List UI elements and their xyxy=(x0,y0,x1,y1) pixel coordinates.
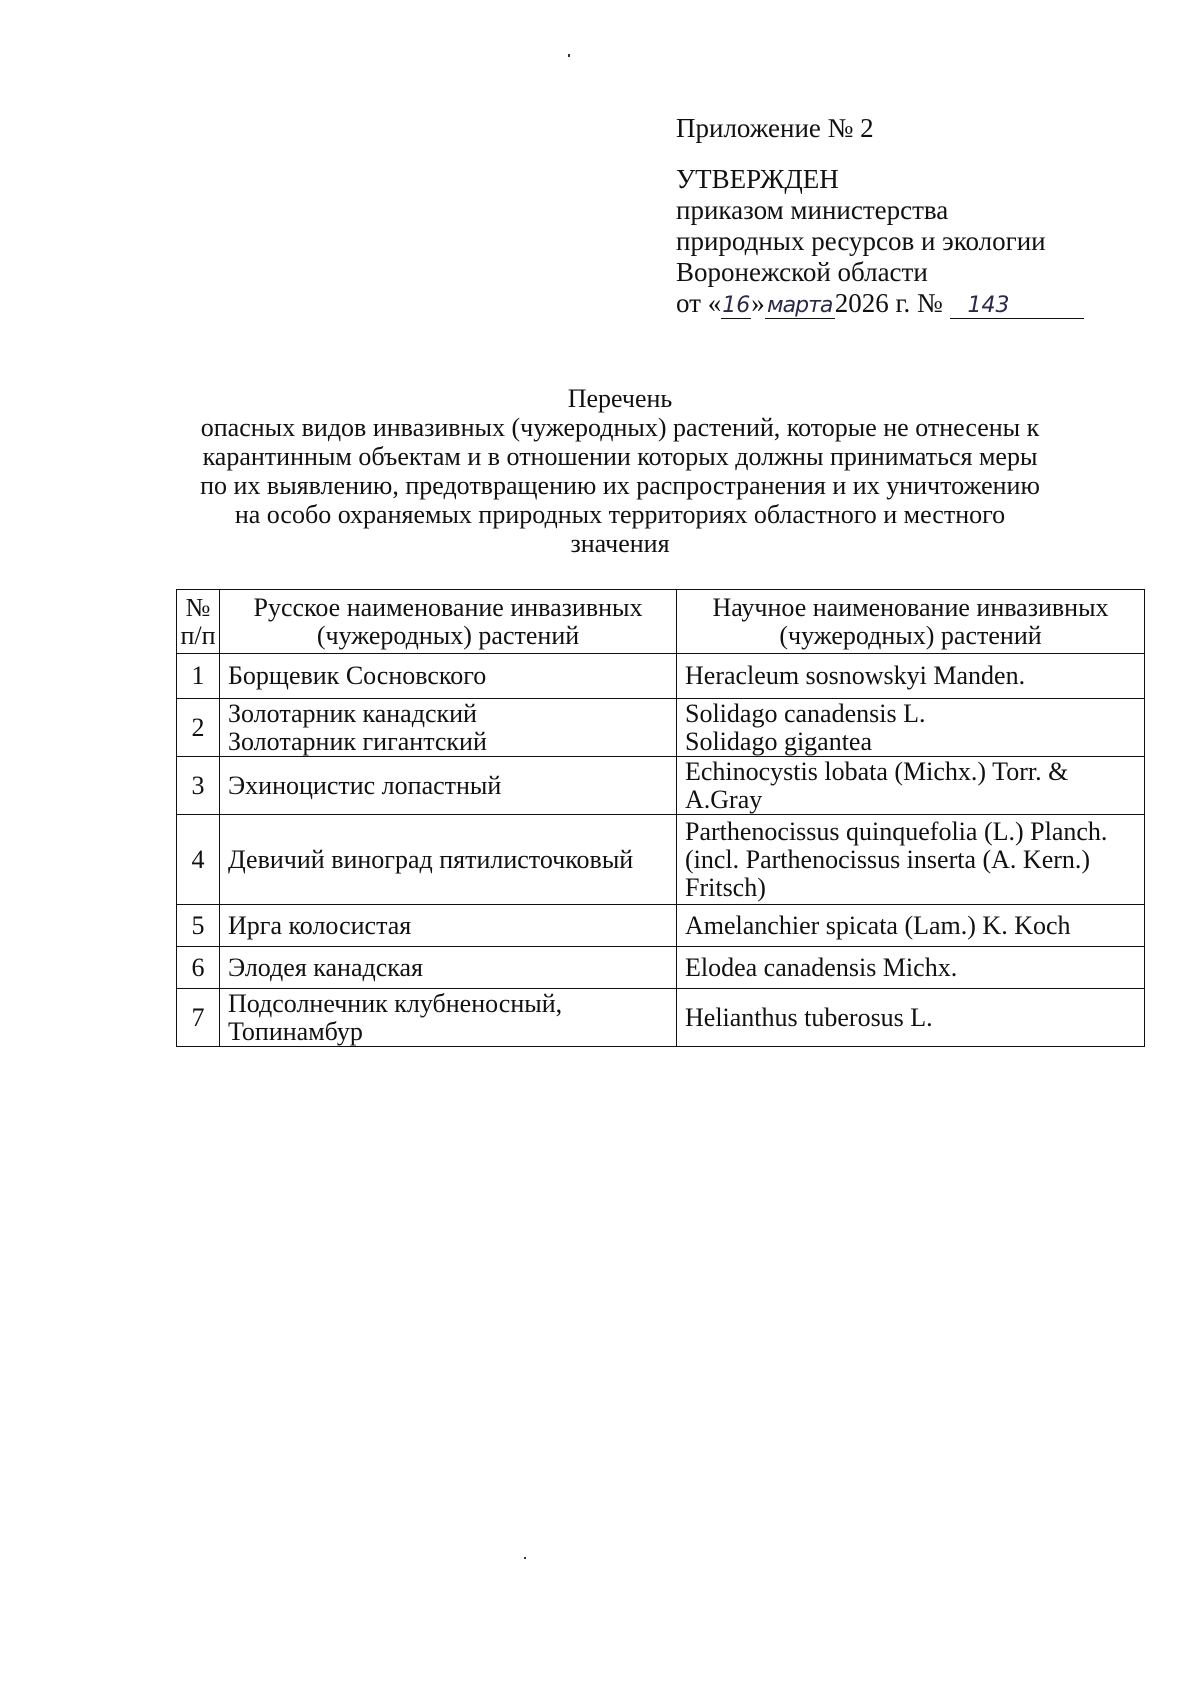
scientific-name-cell: Echinocystis lobata (Michx.) Torr. & A.Gray xyxy=(677,757,1145,815)
approval-line-1: приказом министерства xyxy=(676,195,949,225)
russian-name-cell: Элодея канадская xyxy=(220,947,677,989)
scientific-name-cell: Helianthus tuberosus L. xyxy=(677,989,1145,1047)
appendix-label: Приложение № 2 xyxy=(676,113,874,143)
table-row xyxy=(177,757,1145,815)
russian-name-cell: Девичий виноград пятилисточковый xyxy=(220,815,677,905)
handwritten-day: 16 xyxy=(722,293,751,318)
table-row xyxy=(177,947,1145,989)
handwritten-month: марта xyxy=(765,294,835,319)
approval-line-3: Воронежской области xyxy=(676,257,928,287)
table-row xyxy=(177,815,1145,905)
approval-block xyxy=(676,113,1084,319)
russian-name-cell: Эхиноцистис лопастный xyxy=(220,757,677,815)
scientific-name-cell: Elodea canadensis Michx. xyxy=(677,947,1145,989)
russian-name-cell: Ирга колосистая xyxy=(220,905,677,947)
document-title: Перечень xyxy=(567,384,673,413)
table-row xyxy=(177,699,1145,757)
date-mid: » xyxy=(751,288,765,318)
column-header-russian-name: Русское наименование инвазивных (чужеродных) растений xyxy=(220,590,677,654)
scientific-name-cell: Solidago canadensis L. Solidago gigantea xyxy=(677,699,1145,757)
row-number: 5 xyxy=(177,905,220,947)
scan-speck xyxy=(568,54,570,57)
row-number: 2 xyxy=(177,699,220,757)
row-number: 4 xyxy=(177,815,220,905)
russian-name-cell: Борщевик Сосновского xyxy=(220,654,677,699)
approved-label: УТВЕРЖДЕН xyxy=(676,164,839,194)
date-year: 2026 г. № xyxy=(834,288,943,318)
table-row xyxy=(177,905,1145,947)
scientific-name-cell: Parthenocissus quinquefolia (L.) Planch. (incl. Parthenocissus inserta (A. Kern.) Fritsch) xyxy=(677,815,1145,905)
invasive-plants-table xyxy=(176,589,1145,1047)
approval-date-line xyxy=(676,288,1084,319)
row-number: 3 xyxy=(177,757,220,815)
column-header-number: № п/п xyxy=(177,590,220,654)
scientific-name-cell: Amelanchier spicata (Lam.) K. Koch xyxy=(677,905,1145,947)
column-header-scientific-name: Научное наименование инвазивных (чужеродных) растений xyxy=(677,590,1145,654)
title-block xyxy=(190,384,1050,558)
russian-name-cell: Подсолнечник клубненосный, Топинамбур xyxy=(220,989,677,1047)
row-number: 7 xyxy=(177,989,220,1047)
document-subtitle: опасных видов инвазивных (чужеродных) растений, которые не отнесены к карантинным объектам и в отношении которых должны приниматься меры по их выявлению, предотвращению их распространения и их уничтожению на особо охраняемых природных территориях областного и местного значения xyxy=(200,413,1040,558)
handwritten-order-number: 143 xyxy=(950,294,1084,319)
russian-name-cell: Золотарник канадский Золотарник гигантский xyxy=(220,699,677,757)
table-header-row xyxy=(177,590,1145,654)
approval-line-2: природных ресурсов и экологии xyxy=(676,226,1046,256)
table-row xyxy=(177,654,1145,699)
scan-speck xyxy=(524,1557,526,1559)
table-row xyxy=(177,989,1145,1047)
row-number: 1 xyxy=(177,654,220,699)
date-prefix: от « xyxy=(676,288,722,318)
row-number: 6 xyxy=(177,947,220,989)
scientific-name-cell: Heracleum sosnowskyi Manden. xyxy=(677,654,1145,699)
